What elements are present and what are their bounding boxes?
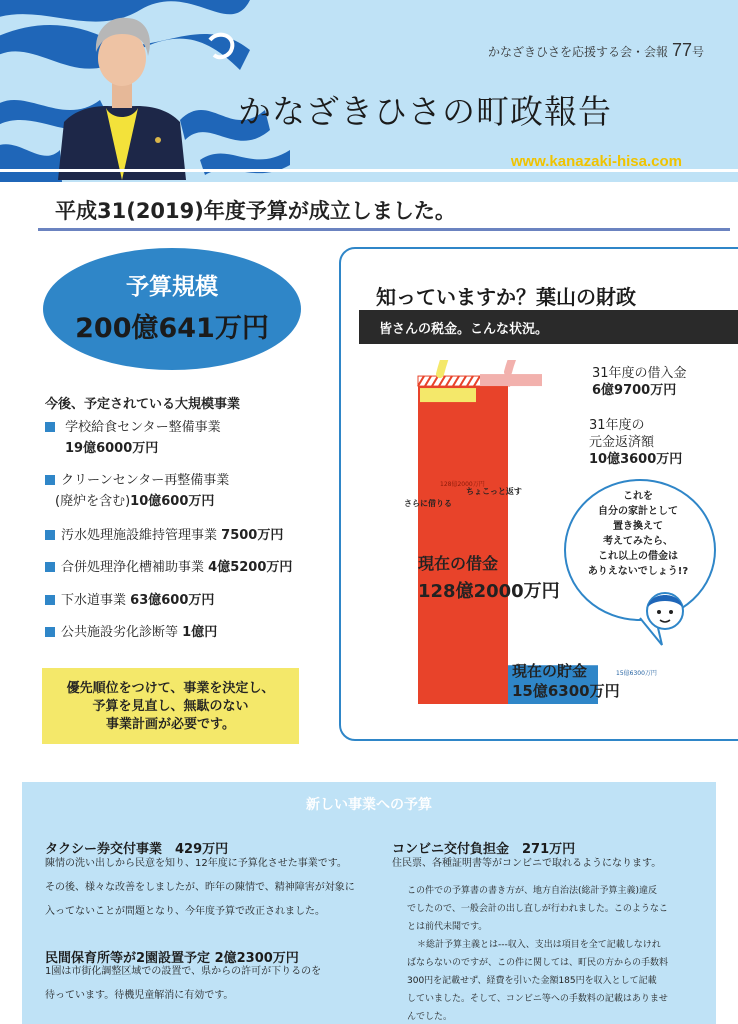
repay-label: 元金返済額 [589,435,655,450]
body-line: その後、様々な改善をしましたが、昨年の陳情で、精神障害が対象に [45,882,355,893]
bullet-square-icon [45,595,55,605]
konbini-body [392,852,712,876]
finance-panel-subtitle: 皆さんの税金。こんな状況。 [379,322,549,337]
nursery-body [45,960,370,1008]
little-repay-tag [480,374,542,386]
little-repay-label: ちょこっと返す [466,487,522,496]
body-line: 陳情の洗い出しから民意を知り、12年度に予算化させた事業です。 [45,858,347,869]
bubble-line: これを [623,491,653,502]
person-illustration-icon [640,585,690,635]
issue-info [488,40,704,61]
project-name: クリーンセンター再整備事業 [61,473,230,488]
project-item [45,557,292,578]
project-item [45,470,229,512]
more-borrow-tag [420,388,476,402]
project-name: 合併処理浄化槽補助事業 [61,560,205,575]
note-line: とは前代未聞です。 [407,922,488,932]
body-line: 住民票、各種証明書等がコンビニで取れるようになります。 [392,858,662,869]
bullet-square-icon [45,422,55,432]
project-name: 学校給食センター整備事業 [61,420,221,435]
savings-label: 現在の貯金 [512,662,588,680]
new-projects-title: 新しい事業への予算 [306,797,432,813]
project-amount: 10億600万円 [130,494,215,509]
repay-arrow [508,360,570,372]
debt-label: 現在の借金 [418,554,499,573]
project-item [45,590,214,611]
bullet-square-icon [45,530,55,540]
bubble-line: これ以上の借金は [598,551,678,562]
konbini-heading: コンビニ交付負担金 271万円 [392,842,576,857]
issue-suffix: 号 [691,45,704,59]
url-bar [0,153,738,173]
more-borrow-label: さらに借りる [404,499,452,508]
repay-amount: 10億3600万円 [589,452,683,467]
project-note: (廃炉を含む) [55,494,131,509]
finance-panel-title: 知っていますか？葉山の財政 [376,285,636,309]
issue-number: 77 [671,40,692,60]
header-banner [0,0,738,182]
konbini-notes [407,882,707,1024]
debt-bar [418,386,508,704]
savings-data-label [512,661,620,701]
project-name: 汚水処理施設維持管理事業 [61,528,218,543]
bubble-line: 自分の家計として [598,506,678,517]
debt-small-label: 128億2000万円 [440,481,485,488]
project-name: 下水道事業 [61,593,127,608]
page-title: かなざきひさの町政報告 [238,92,612,131]
bullet-square-icon [45,562,55,572]
cta-line: 優先順位をつけて、事業を決定し、 [66,681,275,696]
project-amount: 7500万円 [221,528,284,543]
body-line: 入ってないことが問題となり、今年度予算で改正されました。 [45,906,325,917]
headline-divider [38,228,730,231]
body-line: 待っています。待機児童解消に有効です。 [45,990,234,1001]
repay-annotation [589,417,682,468]
note-line: 300円を記載せず、経費を引いた金額185円を収入として記載 [407,976,657,986]
borrow-amount: 6億9700万円 [592,383,677,398]
bullet-square-icon [45,475,55,485]
budget-amount: 200億641万円 [75,313,269,344]
note-line: ばならないのですが、この件に関しては、町民の方からの手数料 [407,958,669,968]
savings-amount: 15億6300万円 [512,682,620,700]
cta-line: 事業計画が必要です。 [106,717,235,732]
project-amount: 1億円 [182,625,218,640]
bubble-line: ありえないでしょう!? [587,566,689,577]
borrow-label: 31年度の借入金 [592,366,687,381]
speech-bubble-text [563,489,713,579]
note-line: んでした。 [407,1012,453,1022]
nursery-heading: 民間保育所等が2園設置予定 2億2300万円 [45,951,299,966]
note-line: していました。そして、コンビニ等への手数料の記載はありませ [407,994,668,1004]
savings-small-label: 15億6300万円 [616,670,657,677]
debt-amount: 128億2000万円 [418,581,560,602]
project-item [45,417,221,459]
headline: 平成31(2019)年度予算が成立しました。 [55,199,456,223]
cta-line: 予算を見直し、無駄のない [92,699,249,714]
budget-label: 予算規模 [126,274,218,300]
bubble-line: 置き換えて [613,521,663,532]
bullet-square-icon [45,627,55,637]
projects-heading: 今後、予定されている大規模事業 [45,397,241,412]
taxi-body [45,852,370,924]
issue-text: かなざきひさを応援する会・会報 [487,45,668,59]
borrow-annotation [592,365,687,399]
project-amount: 19億6000万円 [65,441,159,456]
debt-data-label [418,550,560,606]
project-item [45,525,283,546]
repay-label: 31年度の [589,418,645,433]
call-to-action-text [42,680,299,734]
note-line: でしたので、一般会計の出し直しが行われました。このようなこ [407,904,668,914]
note-line: ＊総計予算主義とは---収入、支出は項目を全て記載しなけれ [417,940,661,950]
project-name: 公共施設劣化診断等 [61,625,179,640]
project-amount: 63億600万円 [130,593,215,608]
project-item [45,622,217,643]
note-line: この件での予算書の書き方が、地方自治法(総計予算主義)違反 [407,886,658,896]
taxi-heading: タクシー券交付事業 429万円 [45,842,229,857]
bubble-line: 考えてみたら、 [603,536,673,547]
project-amount: 4億5200万円 [208,560,293,575]
website-link[interactable]: www.kanazaki-hisa.com [510,153,682,170]
body-line: 1園は市街化調整区域での設置で、県からの許可が下りるのを [45,966,322,977]
